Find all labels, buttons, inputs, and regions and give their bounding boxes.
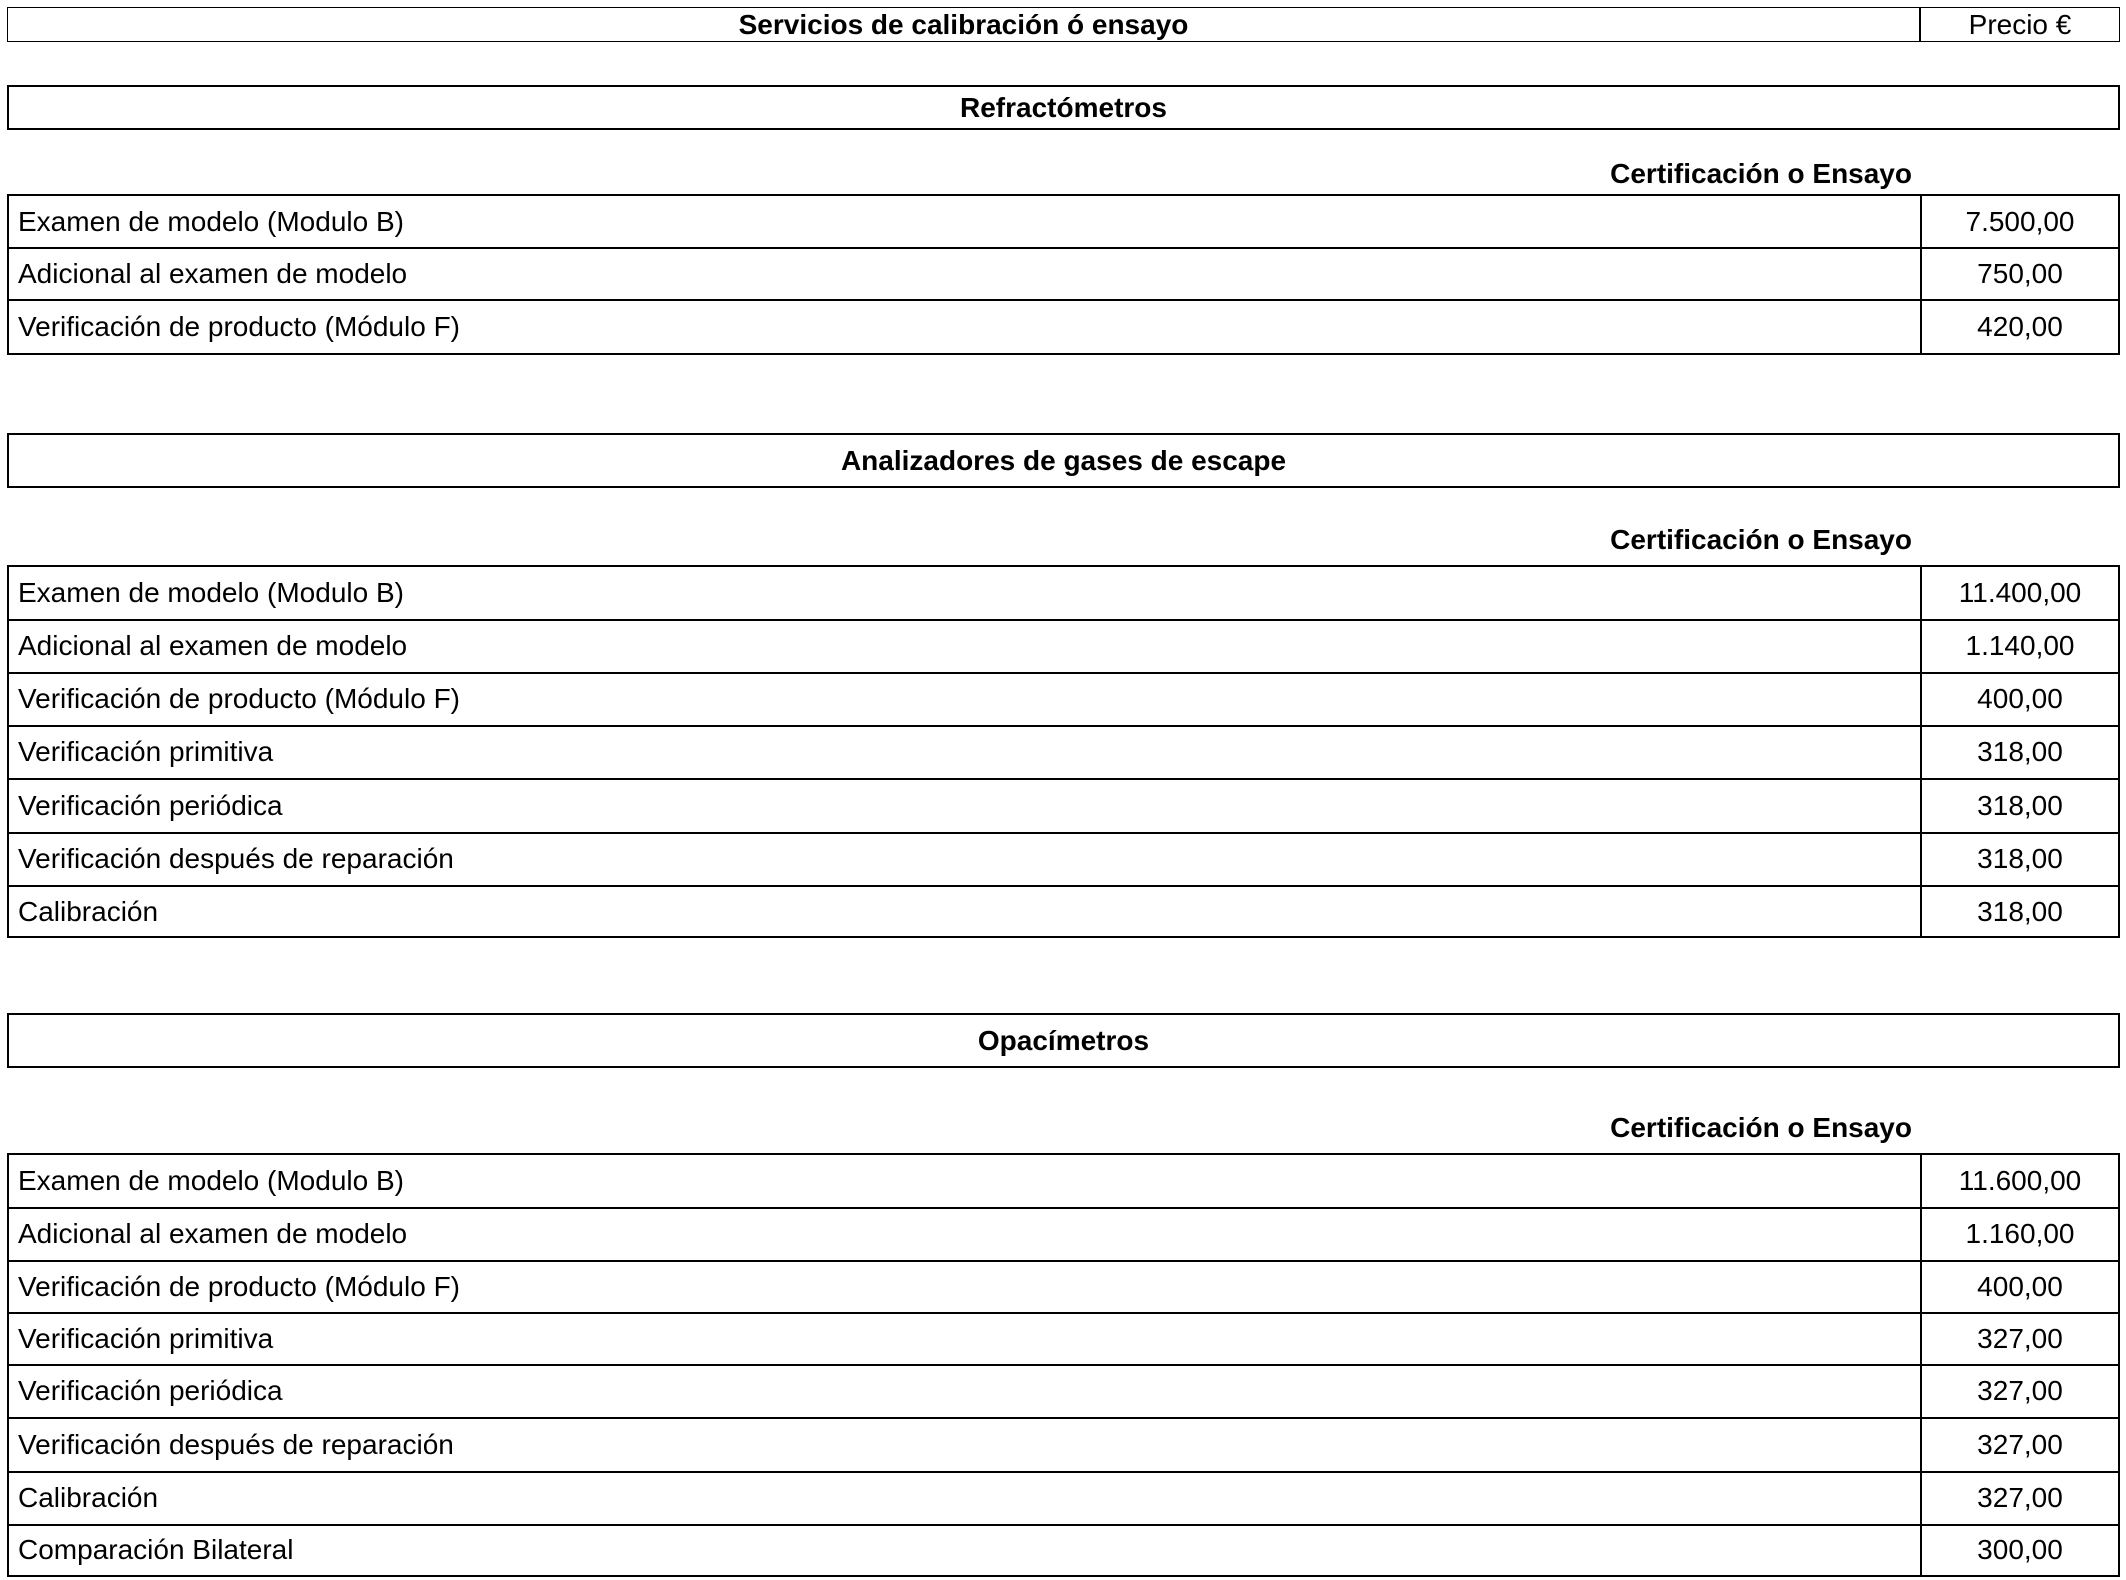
table-row <box>9 300 2118 353</box>
section-subheader: Certificación o Ensayo <box>1610 158 1912 189</box>
row-price: 327,00 <box>1977 1482 2063 1513</box>
table-row <box>9 673 2118 725</box>
table-row <box>9 1472 2118 1524</box>
section-table-refractometros <box>7 194 2120 355</box>
row-price: 1.140,00 <box>1965 630 2075 661</box>
row-label: Calibración <box>9 886 1922 938</box>
section-table-opacimetros <box>7 1153 2120 1577</box>
section-title-opacimetros: Opacímetros <box>7 1013 2120 1068</box>
row-label: Examen de modelo (Modulo B) <box>9 196 1922 248</box>
section-title-analizadores: Analizadores de gases de escape <box>7 433 2120 488</box>
row-price: 400,00 <box>1977 1270 2063 1302</box>
row-price: 300,00 <box>1977 1534 2063 1565</box>
table-row <box>9 1313 2118 1364</box>
table-row <box>9 196 2118 248</box>
table-row <box>9 833 2118 885</box>
header-price-label: Precio € <box>1968 8 2072 40</box>
table-row <box>9 248 2118 300</box>
table-row <box>9 1365 2118 1417</box>
section-subheader: Certificación o Ensayo <box>1610 524 1912 555</box>
row-label: Examen de modelo (Modulo B) <box>9 1155 1922 1207</box>
row-label: Comparación Bilateral <box>9 1525 1922 1575</box>
row-price: 750,00 <box>1977 258 2063 289</box>
table-row <box>9 1261 2118 1312</box>
section-subheader: Certificación o Ensayo <box>1610 1112 1912 1143</box>
table-row <box>9 1418 2118 1471</box>
row-label: Examen de modelo (Modulo B) <box>9 567 1922 619</box>
row-label: Calibración <box>9 1472 1922 1524</box>
row-price: 400,00 <box>1977 683 2063 714</box>
row-label: Verificación de producto (Módulo F) <box>9 673 1922 725</box>
table-row <box>9 620 2118 672</box>
table-row <box>9 886 2118 938</box>
row-price: 327,00 <box>1977 1322 2063 1354</box>
table-row <box>9 779 2118 832</box>
row-label: Verificación de producto (Módulo F) <box>9 300 1922 353</box>
table-header <box>7 7 2120 42</box>
table-row <box>9 1155 2118 1207</box>
table-row <box>9 726 2118 778</box>
row-label: Verificación después de reparación <box>9 1418 1922 1471</box>
row-label: Adicional al examen de modelo <box>9 620 1922 672</box>
row-price: 420,00 <box>1977 310 2063 342</box>
row-label: Verificación después de reparación <box>9 833 1922 885</box>
row-price: 318,00 <box>1977 736 2063 767</box>
row-price: 318,00 <box>1977 789 2063 821</box>
table-row <box>9 1208 2118 1260</box>
row-price: 327,00 <box>1977 1375 2063 1406</box>
table-row <box>9 567 2118 619</box>
table-row <box>9 1525 2118 1575</box>
row-price: 327,00 <box>1977 1428 2063 1460</box>
row-label: Verificación de producto (Módulo F) <box>9 1261 1922 1312</box>
row-label: Verificación primitiva <box>9 726 1922 778</box>
section-title-refractometros: Refractómetros <box>7 85 2120 130</box>
row-label: Adicional al examen de modelo <box>9 248 1922 300</box>
row-price: 318,00 <box>1977 843 2063 874</box>
row-label: Verificación primitiva <box>9 1313 1922 1364</box>
row-label: Verificación periódica <box>9 1365 1922 1417</box>
row-price: 7.500,00 <box>1965 206 2075 237</box>
row-label: Verificación periódica <box>9 779 1922 832</box>
row-price: 1.160,00 <box>1965 1218 2075 1249</box>
row-price: 11.600,00 <box>1958 1165 2082 1196</box>
row-price: 318,00 <box>1977 896 2063 927</box>
header-service-label: Servicios de calibración ó ensayo <box>8 8 1921 41</box>
section-table-analizadores <box>7 565 2120 938</box>
row-price: 11.400,00 <box>1958 577 2082 608</box>
row-label: Adicional al examen de modelo <box>9 1208 1922 1260</box>
